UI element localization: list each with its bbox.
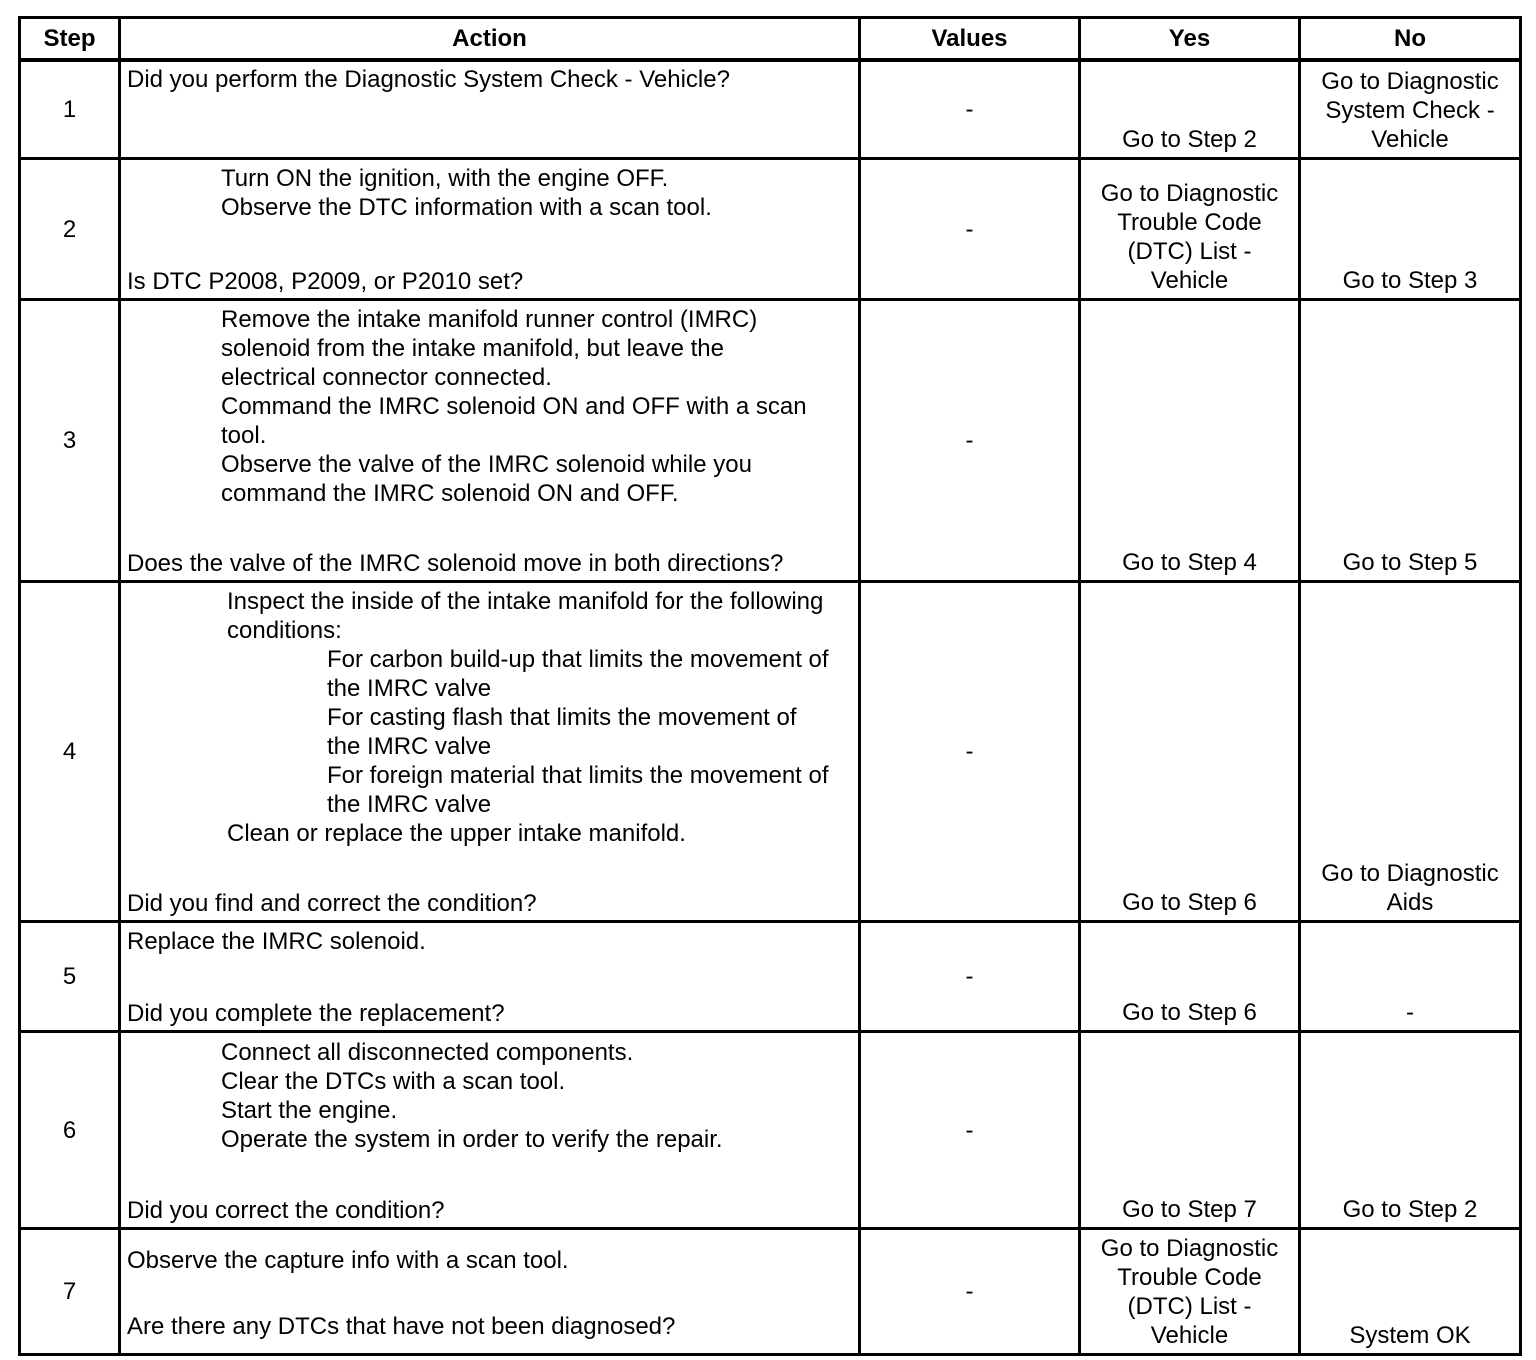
yes-link-line[interactable]: Vehicle	[1150, 1322, 1229, 1349]
values-cell: -	[861, 62, 1081, 160]
table-row	[21, 1230, 1522, 1356]
action-cell	[121, 1033, 861, 1230]
action-line: solenoid from the intake manifold, but leave the	[221, 335, 724, 362]
action-line: conditions:	[227, 617, 342, 644]
table-row	[21, 160, 1522, 301]
step-number: 2	[21, 160, 121, 301]
step-number: 5	[21, 923, 121, 1033]
action-subline: the IMRC valve	[327, 675, 492, 702]
action-subline: the IMRC valve	[327, 791, 492, 818]
no-link[interactable]: Go to Step 5	[1342, 549, 1478, 576]
yes-link-line[interactable]: Go to Diagnostic	[1100, 180, 1279, 207]
no-link-line[interactable]: Vehicle	[1371, 126, 1449, 153]
action-question: Does the valve of the IMRC solenoid move in both directions?	[127, 550, 784, 577]
step-number: 6	[21, 1033, 121, 1230]
action-line: Remove the intake manifold runner control (IMRC)	[221, 306, 758, 333]
action-line: Turn ON the ignition, with the engine OFF.	[221, 165, 669, 192]
yes-cell	[1081, 62, 1301, 160]
yes-link[interactable]: Go to Step 6	[1122, 999, 1257, 1026]
step-number: 1	[21, 62, 121, 160]
no-link-line[interactable]: System Check -	[1325, 97, 1495, 124]
no-cell	[1301, 1033, 1522, 1230]
action-subline: the IMRC valve	[327, 733, 492, 760]
yes-link[interactable]: Go to Step 6	[1122, 889, 1257, 916]
step-number: 4	[21, 583, 121, 923]
yes-link[interactable]: Go to Step 4	[1122, 549, 1257, 576]
yes-link-line[interactable]: (DTC) List -	[1127, 238, 1252, 265]
action-question: Did you correct the condition?	[127, 1197, 445, 1224]
values-cell: -	[861, 1033, 1081, 1230]
action-subline: For carbon build-up that limits the movement of	[327, 646, 829, 673]
action-line: Inspect the inside of the intake manifold for the following	[227, 588, 824, 615]
table-row	[21, 583, 1522, 923]
no-link-line[interactable]: Go to Diagnostic	[1321, 68, 1499, 95]
action-cell	[121, 301, 861, 583]
step-number: 7	[21, 1230, 121, 1356]
yes-link-line[interactable]: Trouble Code	[1117, 209, 1262, 236]
header-action: Action	[121, 19, 861, 62]
action-line: Command the IMRC solenoid ON and OFF with a scan	[221, 393, 807, 420]
table-row	[21, 1033, 1522, 1230]
action-question: Did you complete the replacement?	[127, 1000, 505, 1027]
yes-link-line[interactable]: Trouble Code	[1117, 1264, 1262, 1291]
diagnostic-table	[18, 16, 1522, 1356]
action-line: Operate the system in order to verify the repair.	[221, 1126, 723, 1153]
action-line: Connect all disconnected components.	[221, 1039, 634, 1066]
yes-link-line[interactable]: (DTC) List -	[1127, 1293, 1252, 1320]
action-cell	[121, 160, 861, 301]
values-cell: -	[861, 160, 1081, 301]
no-link[interactable]: Go to Step 2	[1342, 1196, 1478, 1223]
yes-link-line[interactable]: Go to Diagnostic	[1100, 1235, 1279, 1262]
action-question: Are there any DTCs that have not been diagnosed?	[127, 1313, 676, 1340]
table-row	[21, 301, 1522, 583]
no-cell	[1301, 583, 1522, 923]
action-cell	[121, 62, 861, 160]
no-value: -	[1406, 999, 1414, 1026]
header-yes: Yes	[1081, 19, 1301, 62]
values-cell: -	[861, 1230, 1081, 1356]
action-cell	[121, 923, 861, 1033]
yes-cell	[1081, 1033, 1301, 1230]
step-number: 3	[21, 301, 121, 583]
values-cell: -	[861, 301, 1081, 583]
values-cell: -	[861, 583, 1081, 923]
action-line: Observe the DTC information with a scan tool.	[221, 194, 712, 221]
no-link-line[interactable]: Aids	[1386, 889, 1434, 916]
yes-cell	[1081, 923, 1301, 1033]
action-cell	[121, 1230, 861, 1356]
yes-cell	[1081, 583, 1301, 923]
action-line: Observe the capture info with a scan tool.	[127, 1247, 569, 1274]
yes-cell	[1081, 160, 1301, 301]
no-value: System OK	[1349, 1322, 1471, 1349]
yes-cell	[1081, 301, 1301, 583]
yes-link[interactable]: Go to Step 7	[1122, 1196, 1257, 1223]
yes-link-line[interactable]: Vehicle	[1150, 267, 1229, 294]
action-line: Clear the DTCs with a scan tool.	[221, 1068, 566, 1095]
no-cell	[1301, 301, 1522, 583]
action-question: Is DTC P2008, P2009, or P2010 set?	[127, 268, 524, 295]
action-line: Start the engine.	[221, 1097, 398, 1124]
action-line: Replace the IMRC solenoid.	[127, 928, 426, 955]
no-cell	[1301, 923, 1522, 1033]
header-no: No	[1301, 19, 1522, 62]
header-step: Step	[21, 19, 121, 62]
yes-cell	[1081, 1230, 1301, 1356]
header-row	[21, 19, 1522, 62]
no-cell	[1301, 160, 1522, 301]
no-link[interactable]: Go to Step 3	[1342, 267, 1478, 294]
no-link-line[interactable]: Go to Diagnostic	[1321, 860, 1499, 887]
action-line: command the IMRC solenoid ON and OFF.	[221, 480, 679, 507]
table-row	[21, 62, 1522, 160]
no-cell	[1301, 1230, 1522, 1356]
yes-link[interactable]: Go to Step 2	[1122, 126, 1257, 153]
action-subline: For casting flash that limits the movement of	[327, 704, 797, 731]
values-cell: -	[861, 923, 1081, 1033]
action-line: electrical connector connected.	[221, 364, 552, 391]
action-line: Observe the valve of the IMRC solenoid while you	[221, 451, 752, 478]
action-line: tool.	[221, 422, 267, 449]
header-values: Values	[861, 19, 1081, 62]
action-line: Did you perform the Diagnostic System Check - Vehicle?	[127, 66, 730, 93]
action-question: Did you find and correct the condition?	[127, 890, 537, 917]
no-cell	[1301, 62, 1522, 160]
action-cell	[121, 583, 861, 923]
table-row	[21, 923, 1522, 1033]
action-line: Clean or replace the upper intake manifold.	[227, 820, 686, 847]
action-subline: For foreign material that limits the movement of	[327, 762, 829, 789]
